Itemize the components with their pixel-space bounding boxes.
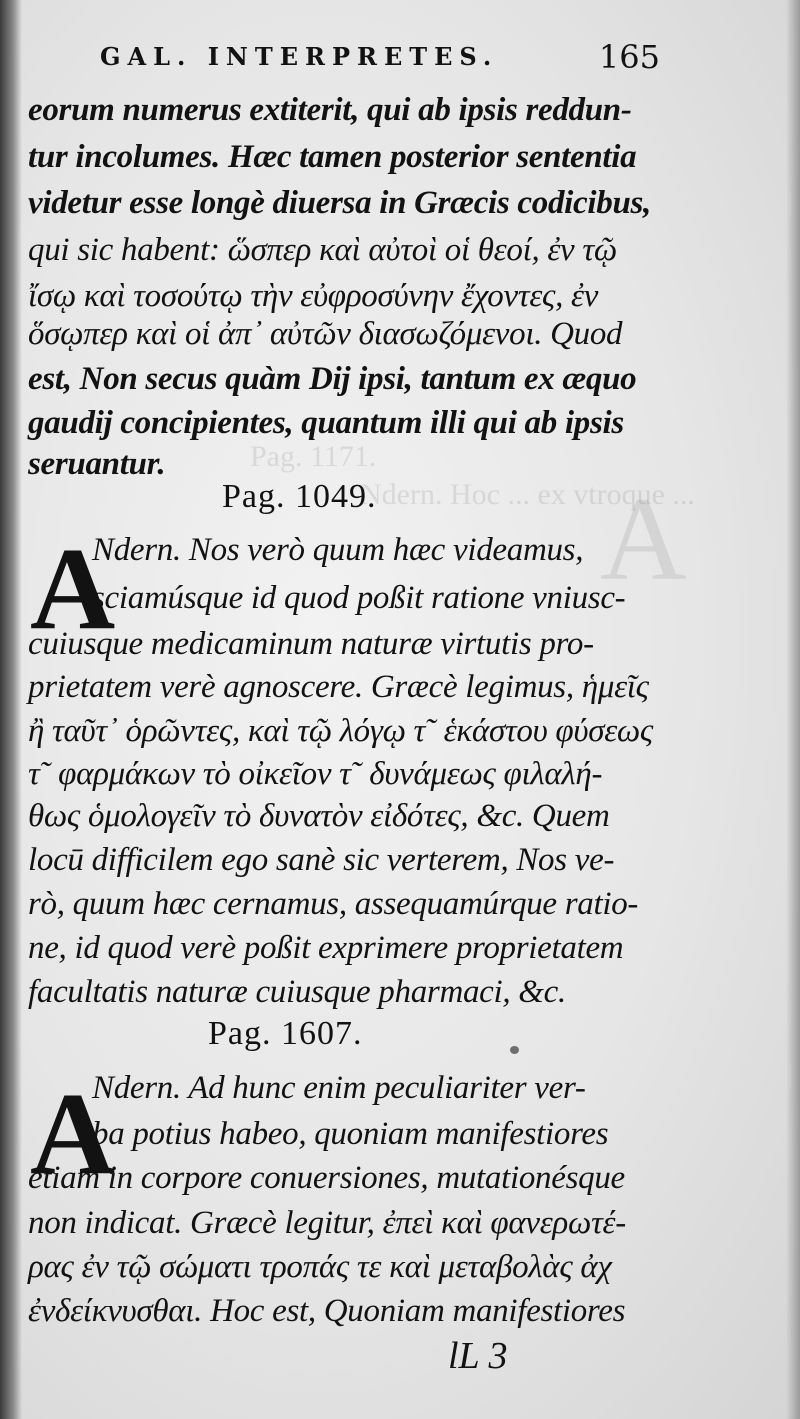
text-line: facultatis naturæ cuiusque pharmaci, &c. [28,974,566,1010]
text-line: prietatem verè agnoscere. Græcè legimus, ἡμεῖς [28,669,649,705]
text-line: gaudij concipientes, quantum illi qui ab ipsis [28,405,624,441]
section-heading-1049: Pag. 1049. [222,478,377,515]
text-line: ἴσῳ καὶ τοσούτῳ τὴν εὐφροσύνην ἔχοντες, ἐν [28,278,599,314]
dropcap-initial: A [30,523,116,654]
bleed-through-heading: Pag. 1171. [250,440,377,473]
ink-speck [510,1046,519,1054]
text-line: videtur esse longè diuersa in Græcis codicibus, [28,185,651,221]
text-line: locū difficilem ego sanè sic verterem, Nos ve- [28,842,615,878]
dropcap-initial: A [30,1068,116,1199]
text-line: qui sic habent: ὥσπερ καὶ αὐτοὶ οἱ θεοί, ἐν τῷ [28,232,617,268]
bleed-through-line: Ndern. Hoc ... ex vtroque ... [360,478,695,511]
text-line: sciamúsque id quod poßit ratione vniusc- [92,580,626,616]
running-head: GAL. INTERPRETES. [100,42,499,71]
text-line: etiam in corpore conuersiones, mutationésque [28,1160,625,1196]
text-line: eorum numerus extiterit, qui ab ipsis reddun- [28,92,632,128]
text-line: non indicat. Græcè legitur, ἐπεὶ καὶ φανερωτέ- [28,1205,626,1241]
text-line: tur incolumes. Hæc tamen posterior sententia [28,139,637,175]
text-line: ἢ ταῦτ᾽ ὁρῶντες, καὶ τῷ λόγῳ τ῀ ἑκάστου φύσεως [28,713,653,749]
bleed-through-dropcap: A [600,472,687,605]
text-line: θως ὁμολογεῖν τὸ δυνατὸν εἰδότες, &c. Quem [28,798,610,834]
text-line: ba potius habeo, quoniam manifestiores [92,1116,609,1152]
signature-mark: lL 3 [448,1335,508,1377]
text-line: ἐνδείκνυσθαι. Hoc est, Quoniam manifestiores [28,1293,626,1329]
text-line: cuiusque medicaminum naturæ virtutis pro- [28,626,594,662]
text-line: seruantur. [28,446,166,482]
text-line: ὅσῳπερ καὶ οἱ ἀπ᾽ αὐτῶν διασωζόμενοι. Quod [28,316,623,352]
text-line: τ῀ φαρμάκων τὸ οἰκεῖον τ῀ δυνάμεως φιλαλή- [28,756,603,792]
text-line: Ndern. Nos verò quum hæc videamus, [92,532,584,568]
page-number: 165 [598,38,660,76]
page-header [100,38,660,88]
text-line: ρας ἐν τῷ σώματι τροπάς τε καὶ μεταβολὰς ἀχ [28,1249,612,1285]
section-heading-1607: Pag. 1607. [208,1015,363,1052]
text-line: rò, quum hæc cernamus, assequamúrque ratio- [28,886,639,922]
page-edge-shadow [786,0,800,1419]
text-line: est, Non secus quàm Dij ipsi, tantum ex æquo [28,361,637,397]
text-line: ne, id quod verè poßit exprimere proprietatem [28,930,624,966]
text-line: Ndern. Ad hunc enim peculiariter ver- [92,1070,586,1106]
binding-gutter [0,0,22,1419]
